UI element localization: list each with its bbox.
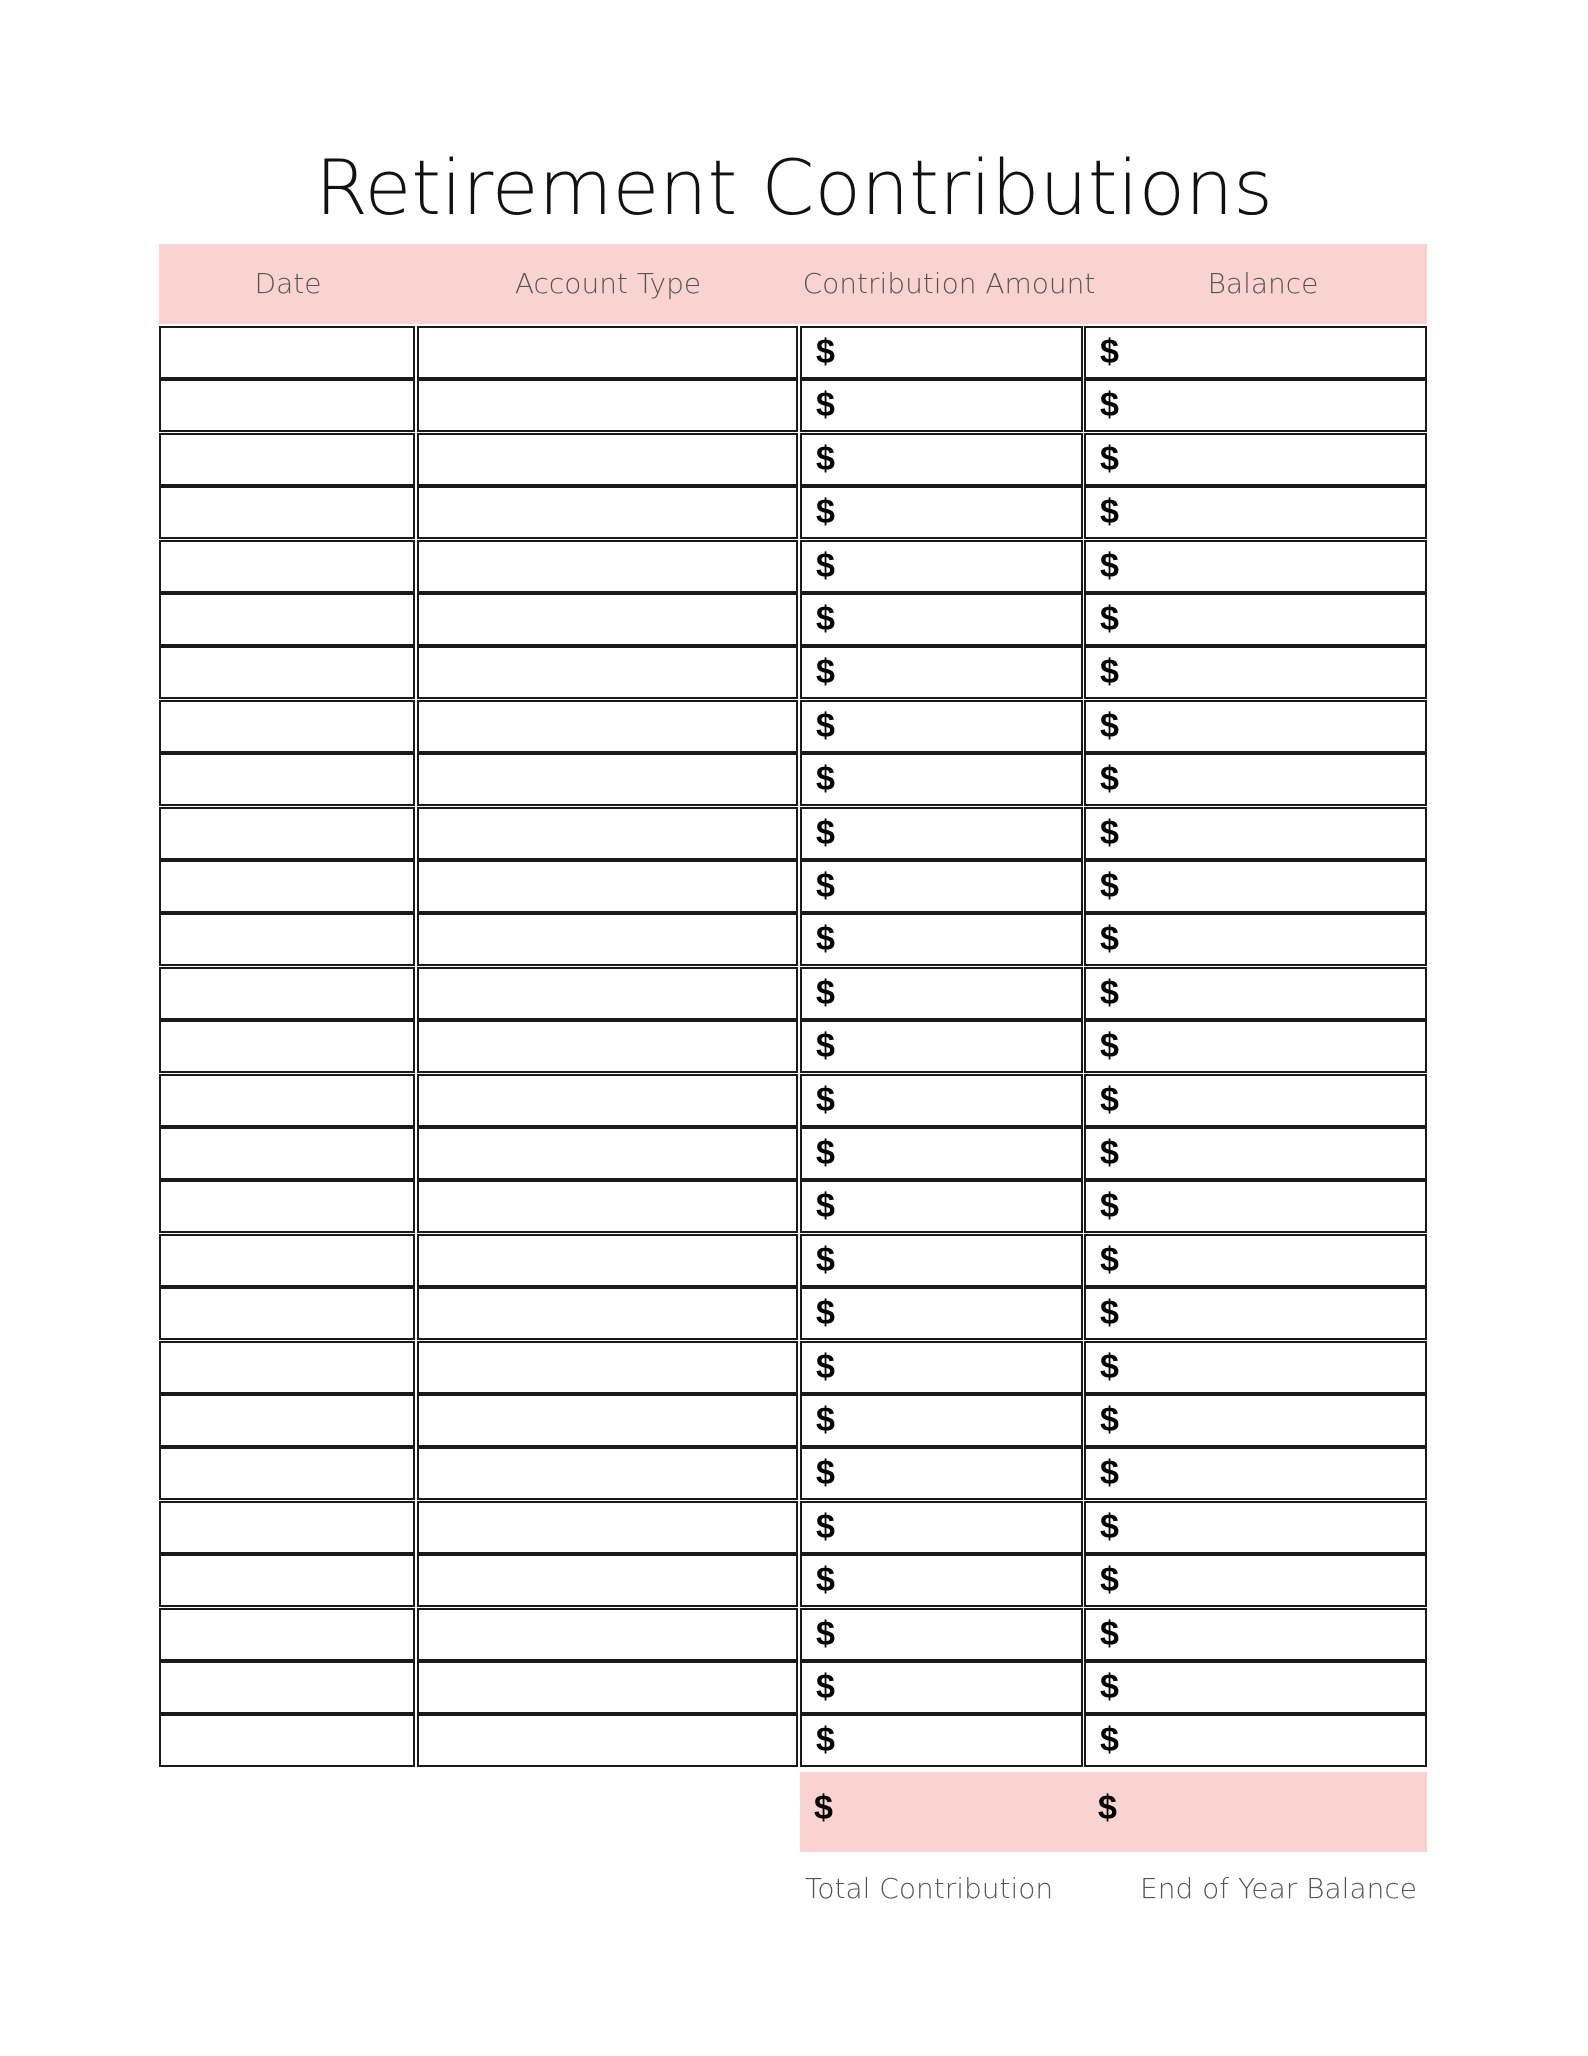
currency-symbol: $ — [1100, 1134, 1119, 1172]
date-cell[interactable] — [159, 1608, 415, 1661]
total-contribution-label: Total Contribution — [805, 1872, 1054, 1905]
currency-symbol: $ — [816, 1454, 835, 1492]
currency-symbol: $ — [816, 760, 835, 798]
contribution-amount-cell[interactable] — [800, 379, 1083, 432]
date-cell[interactable] — [159, 1447, 415, 1500]
contribution-amount-cell[interactable] — [800, 1608, 1083, 1661]
currency-symbol: $ — [1100, 653, 1119, 691]
date-cell[interactable] — [159, 646, 415, 699]
currency-symbol: $ — [816, 1508, 835, 1546]
account-type-cell[interactable] — [417, 326, 798, 379]
contribution-amount-cell[interactable] — [800, 913, 1083, 966]
currency-symbol: $ — [816, 493, 835, 531]
account-type-cell[interactable] — [417, 1287, 798, 1340]
contribution-amount-cell[interactable] — [800, 1341, 1083, 1394]
account-type-cell[interactable] — [417, 1127, 798, 1180]
balance-cell[interactable] — [1084, 1554, 1427, 1607]
contribution-amount-cell[interactable] — [800, 860, 1083, 913]
date-cell[interactable] — [159, 1127, 415, 1180]
currency-symbol: $ — [816, 1721, 835, 1759]
balance-cell[interactable] — [1084, 1394, 1427, 1447]
currency-symbol: $ — [816, 600, 835, 638]
currency-symbol: $ — [816, 867, 835, 905]
account-type-cell[interactable] — [417, 486, 798, 539]
account-type-cell[interactable] — [417, 593, 798, 646]
balance-cell[interactable] — [1084, 1341, 1427, 1394]
account-type-cell[interactable] — [417, 913, 798, 966]
account-type-cell[interactable] — [417, 1234, 798, 1287]
balance-cell[interactable] — [1084, 646, 1427, 699]
currency-symbol: $ — [1100, 600, 1119, 638]
account-type-cell[interactable] — [417, 1554, 798, 1607]
date-cell[interactable] — [159, 753, 415, 806]
contribution-amount-cell[interactable] — [800, 1234, 1083, 1287]
currency-symbol: $ — [1100, 1721, 1119, 1759]
contribution-amount-cell[interactable] — [800, 1447, 1083, 1500]
balance-cell[interactable] — [1084, 1661, 1427, 1714]
balance-cell[interactable] — [1084, 700, 1427, 753]
currency-symbol: $ — [816, 1187, 835, 1225]
currency-symbol: $ — [816, 1561, 835, 1599]
currency-symbol: $ — [1100, 440, 1119, 478]
column-header-contribution-amount: Contribution Amount — [802, 267, 1096, 300]
balance-cell[interactable] — [1084, 753, 1427, 806]
currency-symbol: $ — [1100, 1401, 1119, 1439]
contribution-amount-cell[interactable] — [800, 753, 1083, 806]
balance-cell[interactable] — [1084, 913, 1427, 966]
date-cell[interactable] — [159, 540, 415, 593]
contribution-amount-cell[interactable] — [800, 593, 1083, 646]
date-cell[interactable] — [159, 1394, 415, 1447]
currency-symbol: $ — [1100, 974, 1119, 1012]
currency-symbol: $ — [816, 1241, 835, 1279]
currency-symbol: $ — [816, 1027, 835, 1065]
currency-symbol: $ — [816, 547, 835, 585]
date-cell[interactable] — [159, 593, 415, 646]
contribution-amount-cell[interactable] — [800, 1501, 1083, 1554]
balance-cell[interactable] — [1084, 860, 1427, 913]
date-cell[interactable] — [159, 1020, 415, 1073]
account-type-cell[interactable] — [417, 646, 798, 699]
currency-symbol: $ — [816, 653, 835, 691]
currency-symbol: $ — [816, 707, 835, 745]
contribution-amount-cell[interactable] — [800, 1020, 1083, 1073]
account-type-cell[interactable] — [417, 807, 798, 860]
date-cell[interactable] — [159, 860, 415, 913]
currency-symbol: $ — [1100, 760, 1119, 798]
currency-symbol: $ — [1100, 814, 1119, 852]
account-type-cell[interactable] — [417, 1714, 798, 1767]
balance-cell[interactable] — [1084, 1020, 1427, 1073]
contribution-amount-cell[interactable] — [800, 700, 1083, 753]
contribution-amount-cell[interactable] — [800, 1127, 1083, 1180]
contribution-amount-cell[interactable] — [800, 540, 1083, 593]
account-type-cell[interactable] — [417, 1447, 798, 1500]
date-cell[interactable] — [159, 1341, 415, 1394]
totals-band — [800, 1772, 1427, 1852]
column-header-account-type: Account Type — [514, 267, 702, 300]
currency-symbol: $ — [816, 440, 835, 478]
account-type-cell[interactable] — [417, 1608, 798, 1661]
currency-symbol: $ — [816, 386, 835, 424]
balance-cell[interactable] — [1084, 1608, 1427, 1661]
currency-symbol: $ — [1100, 1027, 1119, 1065]
currency-symbol: $ — [816, 1081, 835, 1119]
currency-symbol: $ — [1100, 1561, 1119, 1599]
contribution-amount-cell[interactable] — [800, 1180, 1083, 1233]
date-cell[interactable] — [159, 1180, 415, 1233]
contribution-amount-cell[interactable] — [800, 433, 1083, 486]
currency-symbol: $ — [1100, 1294, 1119, 1332]
total-contribution-field[interactable]: $ — [814, 1789, 833, 1827]
date-cell[interactable] — [159, 1714, 415, 1767]
currency-symbol: $ — [1100, 1348, 1119, 1386]
balance-cell[interactable] — [1084, 326, 1427, 379]
balance-cell[interactable] — [1084, 433, 1427, 486]
account-type-cell[interactable] — [417, 1180, 798, 1233]
account-type-cell[interactable] — [417, 753, 798, 806]
account-type-cell[interactable] — [417, 860, 798, 913]
currency-symbol: $ — [816, 974, 835, 1012]
contribution-amount-cell[interactable] — [800, 646, 1083, 699]
currency-symbol: $ — [1100, 867, 1119, 905]
date-cell[interactable] — [159, 1554, 415, 1607]
currency-symbol: $ — [1100, 1241, 1119, 1279]
account-type-cell[interactable] — [417, 1020, 798, 1073]
account-type-cell[interactable] — [417, 433, 798, 486]
currency-symbol: $ — [1100, 333, 1119, 371]
account-type-cell[interactable] — [417, 1661, 798, 1714]
balance-cell[interactable] — [1084, 1447, 1427, 1500]
currency-symbol: $ — [1100, 386, 1119, 424]
date-cell[interactable] — [159, 486, 415, 539]
currency-symbol: $ — [816, 1348, 835, 1386]
date-cell[interactable] — [159, 379, 415, 432]
date-cell[interactable] — [159, 326, 415, 379]
table-header — [159, 244, 1427, 324]
currency-symbol: $ — [816, 1134, 835, 1172]
date-cell[interactable] — [159, 1074, 415, 1127]
account-type-cell[interactable] — [417, 1501, 798, 1554]
balance-cell[interactable] — [1084, 1074, 1427, 1127]
column-header-date: Date — [254, 267, 322, 300]
account-type-cell[interactable] — [417, 967, 798, 1020]
contribution-amount-cell[interactable] — [800, 1394, 1083, 1447]
contribution-amount-cell[interactable] — [800, 1074, 1083, 1127]
account-type-cell[interactable] — [417, 540, 798, 593]
currency-symbol: $ — [1100, 1508, 1119, 1546]
account-type-cell[interactable] — [417, 700, 798, 753]
date-cell[interactable] — [159, 913, 415, 966]
balance-cell[interactable] — [1084, 1234, 1427, 1287]
date-cell[interactable] — [159, 1501, 415, 1554]
contribution-amount-cell[interactable] — [800, 1554, 1083, 1607]
date-cell[interactable] — [159, 1287, 415, 1340]
currency-symbol: $ — [1100, 493, 1119, 531]
balance-cell[interactable] — [1084, 540, 1427, 593]
end-of-year-balance-field[interactable]: $ — [1098, 1789, 1117, 1827]
contribution-amount-cell[interactable] — [800, 486, 1083, 539]
currency-symbol: $ — [1100, 1668, 1119, 1706]
balance-cell[interactable] — [1084, 1501, 1427, 1554]
currency-symbol: $ — [816, 1668, 835, 1706]
date-cell[interactable] — [159, 807, 415, 860]
date-cell[interactable] — [159, 967, 415, 1020]
date-cell[interactable] — [159, 1234, 415, 1287]
currency-symbol: $ — [816, 920, 835, 958]
currency-symbol: $ — [816, 333, 835, 371]
currency-symbol: $ — [1100, 1454, 1119, 1492]
date-cell[interactable] — [159, 700, 415, 753]
contribution-amount-cell[interactable] — [800, 1287, 1083, 1340]
account-type-cell[interactable] — [417, 1074, 798, 1127]
balance-cell[interactable] — [1084, 486, 1427, 539]
balance-cell[interactable] — [1084, 1714, 1427, 1767]
currency-symbol: $ — [1100, 920, 1119, 958]
balance-cell[interactable] — [1084, 1287, 1427, 1340]
contribution-amount-cell[interactable] — [800, 1661, 1083, 1714]
balance-cell[interactable] — [1084, 1180, 1427, 1233]
currency-symbol: $ — [1100, 1615, 1119, 1653]
end-of-year-balance-label: End of Year Balance — [1140, 1872, 1417, 1905]
currency-symbol: $ — [816, 1401, 835, 1439]
currency-symbol: $ — [1100, 1081, 1119, 1119]
balance-cell[interactable] — [1084, 807, 1427, 860]
currency-symbol: $ — [816, 1615, 835, 1653]
account-type-cell[interactable] — [417, 1341, 798, 1394]
contribution-amount-cell[interactable] — [800, 967, 1083, 1020]
contribution-amount-cell[interactable] — [800, 1714, 1083, 1767]
account-type-cell[interactable] — [417, 379, 798, 432]
page-title: Retirement Contributions — [315, 143, 1273, 232]
balance-cell[interactable] — [1084, 967, 1427, 1020]
date-cell[interactable] — [159, 1661, 415, 1714]
currency-symbol: $ — [816, 1294, 835, 1332]
balance-cell[interactable] — [1084, 593, 1427, 646]
account-type-cell[interactable] — [417, 1394, 798, 1447]
contribution-amount-cell[interactable] — [800, 807, 1083, 860]
currency-symbol: $ — [1100, 707, 1119, 745]
date-cell[interactable] — [159, 433, 415, 486]
currency-symbol: $ — [1100, 1187, 1119, 1225]
currency-symbol: $ — [1100, 547, 1119, 585]
contribution-amount-cell[interactable] — [800, 326, 1083, 379]
column-header-balance: Balance — [1207, 267, 1319, 300]
balance-cell[interactable] — [1084, 379, 1427, 432]
currency-symbol: $ — [816, 814, 835, 852]
balance-cell[interactable] — [1084, 1127, 1427, 1180]
